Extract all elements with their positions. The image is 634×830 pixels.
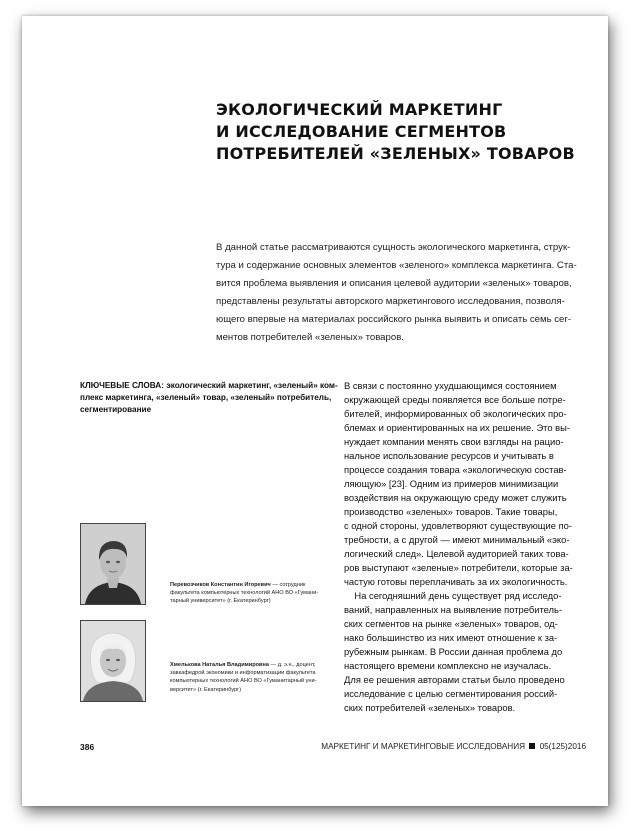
body-line: В связи с постоянно ухудшающимся состоянием xyxy=(344,380,557,391)
author-detail: — сотрудник xyxy=(270,582,306,588)
abstract-line: В данной статье рассматриваются сущность экологического маркетинга, струк- xyxy=(216,242,571,253)
author-detail: завкафедрой экономики и информатизации факультета xyxy=(170,670,316,677)
body-line: нуждает компании менять свои взгляды на рацио- xyxy=(344,436,564,447)
author-photo-1 xyxy=(80,523,146,605)
keywords-line: плекс маркетинга, «зеленый» товар, «зеленый» потребитель, xyxy=(80,393,332,402)
body-line: Для ее решения авторами статьи было проведено xyxy=(344,674,565,685)
title-line: ПОТРЕБИТЕЛЕЙ «ЗЕЛЕНЫХ» ТОВАРОВ xyxy=(216,144,575,163)
keywords xyxy=(80,380,345,416)
author-detail: тарный университет» (г. Екатеринбург) xyxy=(170,598,271,605)
body-text xyxy=(344,379,612,715)
body-line: производство «зеленых» товаров. Такие товары, xyxy=(344,506,558,517)
body-line: ваний, направленных на выявление потребитель- xyxy=(344,604,563,615)
body-line: окружающей среды появляется все больше потре- xyxy=(344,394,566,405)
article-title xyxy=(216,99,596,165)
body-line: настоящего времени комплексно не изучалась. xyxy=(344,660,552,671)
body-line: На сегодняшний день существует ряд исследо- xyxy=(344,590,562,601)
body-line: нако большинство из них имеют отношение к за- xyxy=(344,632,558,643)
author-info-2 xyxy=(170,661,350,694)
page-number: 386 xyxy=(80,742,95,752)
body-line: с одной стороны, удовлетворяют существующие по- xyxy=(344,520,572,531)
journal-footer xyxy=(321,742,586,751)
abstract-line: представлены результаты авторского маркетингового исследования, позволя- xyxy=(216,296,565,307)
author-name: Перевозчиков Константин Игоревич xyxy=(170,582,271,588)
journal-page xyxy=(22,16,608,806)
author-info-1 xyxy=(170,581,350,606)
body-line: процессе создания товара «экологическую состав- xyxy=(344,464,567,475)
body-line: блемах и ориентированных на их решение. Это вы- xyxy=(344,422,571,433)
body-line: рубежным рынкам. В России данная проблема до xyxy=(344,646,563,657)
author-detail: — д. э.н., доцент, xyxy=(269,662,316,668)
author-photo-2 xyxy=(80,620,146,702)
body-line: исследование с целью сегментирования россий- xyxy=(344,688,558,699)
body-line: нальное использование ресурсов и учитывать в xyxy=(344,450,554,461)
body-line: воздействия на окружающую среду может служить xyxy=(344,492,567,503)
body-line: частую готовы переплачивать за их экологичность. xyxy=(344,576,568,587)
body-line: ских сегментов на рынке «зеленых» товаров, од- xyxy=(344,618,558,629)
abstract-line: вится проблема выявления и описания целевой аудитории «зеленых» товаров, xyxy=(216,278,572,289)
square-separator-icon xyxy=(529,743,535,749)
body-line: ских потребителей «зеленых» товаров. xyxy=(344,702,516,713)
body-line: требности, а с другой — имеют минимальный «эко- xyxy=(344,534,570,545)
woman-portrait-icon xyxy=(81,621,145,701)
title-line: И ИССЛЕДОВАНИЕ СЕГМЕНТОВ xyxy=(216,122,507,141)
man-portrait-icon xyxy=(81,524,145,604)
body-line: ров выступают «зеленые» потребители, которые за- xyxy=(344,562,573,573)
abstract-line: тура и содержание основных элементов «зеленого» комплекса маркетинга. Ста- xyxy=(216,260,577,271)
abstract-line: ющего впервые на материалах российского рынка выявить и описать семь сег- xyxy=(216,314,572,325)
author-detail: факультета компьютерных технологий АНО ВО «Гумани- xyxy=(170,590,319,597)
abstract-line: ментов потребителей «зеленых» товаров. xyxy=(216,332,404,343)
keywords-line: сегментирование xyxy=(80,405,152,414)
body-line: логический след». Целевой аудиторией таких това- xyxy=(344,548,569,559)
journal-name: МАРКЕТИНГ И МАРКЕТИНГОВЫЕ ИССЛЕДОВАНИЯ xyxy=(321,742,525,751)
title-line: ЭКОЛОГИЧЕСКИЙ МАРКЕТИНГ xyxy=(216,100,503,119)
body-line: ляющую» [23]. Одним из примеров минимизации xyxy=(344,478,559,489)
abstract xyxy=(216,239,606,347)
author-detail: компьютерных технологий АНО ВО «Гуманитарный уни- xyxy=(170,678,317,685)
journal-issue: 05(125)2016 xyxy=(539,742,586,751)
body-line: бителей, информированных об экологических про- xyxy=(344,408,567,419)
author-detail: верситет» (г. Екатеринбург) xyxy=(170,686,242,693)
author-name: Хмелькова Наталья Владимировна xyxy=(170,662,269,668)
keywords-line: КЛЮЧЕВЫЕ СЛОВА: экологический маркетинг, «зеленый» ком- xyxy=(80,381,338,390)
